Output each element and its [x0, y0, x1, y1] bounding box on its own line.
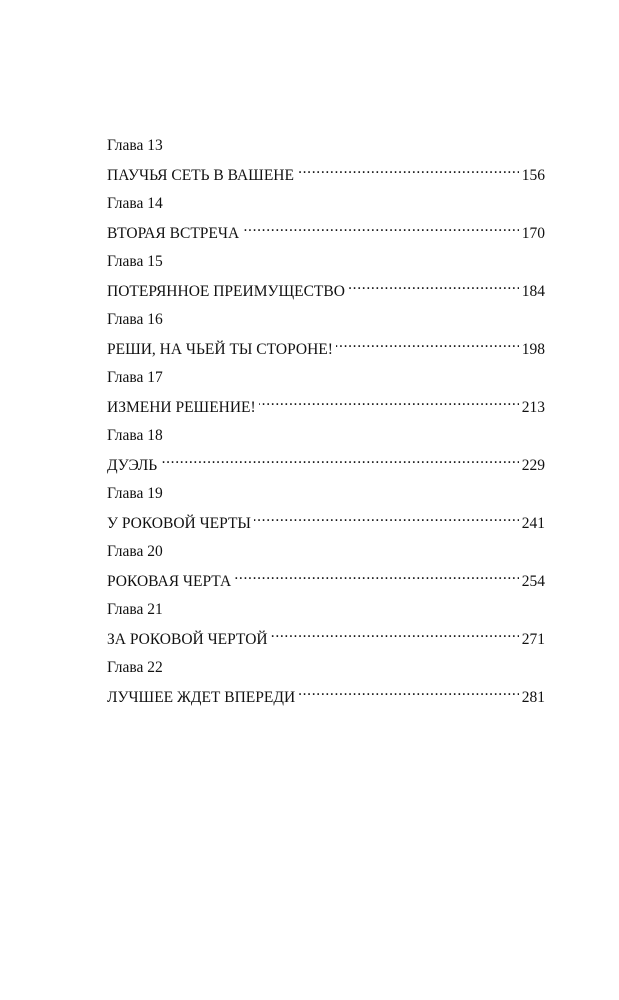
chapter-title: ДУЭЛЬ [107, 457, 158, 474]
chapter-title-line [107, 273, 545, 300]
chapter-number: Глава 19 [107, 485, 163, 502]
chapter-title: ИЗМЕНИ РЕШЕНИЕ! [107, 399, 256, 416]
chapter-number: Глава 22 [107, 659, 163, 676]
chapter-title: ПОТЕРЯННОЕ ПРЕИМУЩЕСТВО [107, 283, 345, 300]
chapter-number: Глава 17 [107, 369, 163, 386]
toc-entry[interactable] [107, 250, 545, 300]
toc-entry[interactable] [107, 134, 545, 184]
chapter-title: ЗА РОКОВОЙ ЧЕРТОЙ [107, 631, 268, 648]
chapter-number: Глава 20 [107, 543, 163, 560]
chapter-title: У РОКОВОЙ ЧЕРТЫ [107, 515, 251, 532]
chapter-title: ВТОРАЯ ВСТРЕЧА [107, 225, 240, 242]
chapter-title: РЕШИ, НА ЧЬЕЙ ТЫ СТОРОНЕ! [107, 341, 333, 358]
page-number: 271 [521, 631, 545, 648]
chapter-number: Глава 13 [107, 137, 163, 154]
toc-entry[interactable] [107, 482, 545, 532]
chapter-title-line [107, 157, 545, 184]
chapter-title: ПАУЧЬЯ СЕТЬ В ВАШЕНЕ [107, 167, 294, 184]
chapter-title-line [107, 331, 545, 358]
dot-leader [242, 215, 519, 238]
toc-entry[interactable] [107, 540, 545, 590]
toc-entry[interactable] [107, 424, 545, 474]
chapter-title-line [107, 563, 545, 590]
chapter-number: Глава 14 [107, 195, 163, 212]
dot-leader [254, 505, 519, 528]
page-number: 156 [521, 167, 545, 184]
page-number: 184 [521, 283, 545, 300]
dot-leader [336, 331, 519, 354]
dot-leader [160, 447, 519, 470]
dot-leader [348, 273, 519, 296]
page-number: 281 [521, 689, 545, 706]
page-number: 213 [521, 399, 545, 416]
toc-entry[interactable] [107, 308, 545, 358]
page-number: 241 [521, 515, 545, 532]
dot-leader [298, 679, 519, 702]
chapter-title: ЛУЧШЕЕ ЖДЕТ ВПЕРЕДИ [107, 689, 296, 706]
chapter-number: Глава 18 [107, 427, 163, 444]
chapter-title-line [107, 505, 545, 532]
page-number: 198 [521, 341, 545, 358]
chapter-title-line [107, 215, 545, 242]
dot-leader [259, 389, 519, 412]
chapter-title-line [107, 679, 545, 706]
toc-entry[interactable] [107, 192, 545, 242]
chapter-title-line [107, 447, 545, 474]
chapter-number: Глава 16 [107, 311, 163, 328]
toc-entry[interactable] [107, 366, 545, 416]
chapter-title: РОКОВАЯ ЧЕРТА [107, 573, 232, 590]
dot-leader [297, 157, 519, 180]
page-number: 254 [521, 573, 545, 590]
chapter-number: Глава 15 [107, 253, 163, 270]
dot-leader [234, 563, 519, 586]
page-number: 170 [521, 225, 545, 242]
toc-entry[interactable] [107, 598, 545, 648]
chapter-title-line [107, 389, 545, 416]
toc-entry[interactable] [107, 656, 545, 706]
chapter-number: Глава 21 [107, 601, 163, 618]
page-number: 229 [521, 457, 545, 474]
chapter-title-line [107, 621, 545, 648]
table-of-contents [107, 134, 545, 714]
dot-leader [271, 621, 519, 644]
